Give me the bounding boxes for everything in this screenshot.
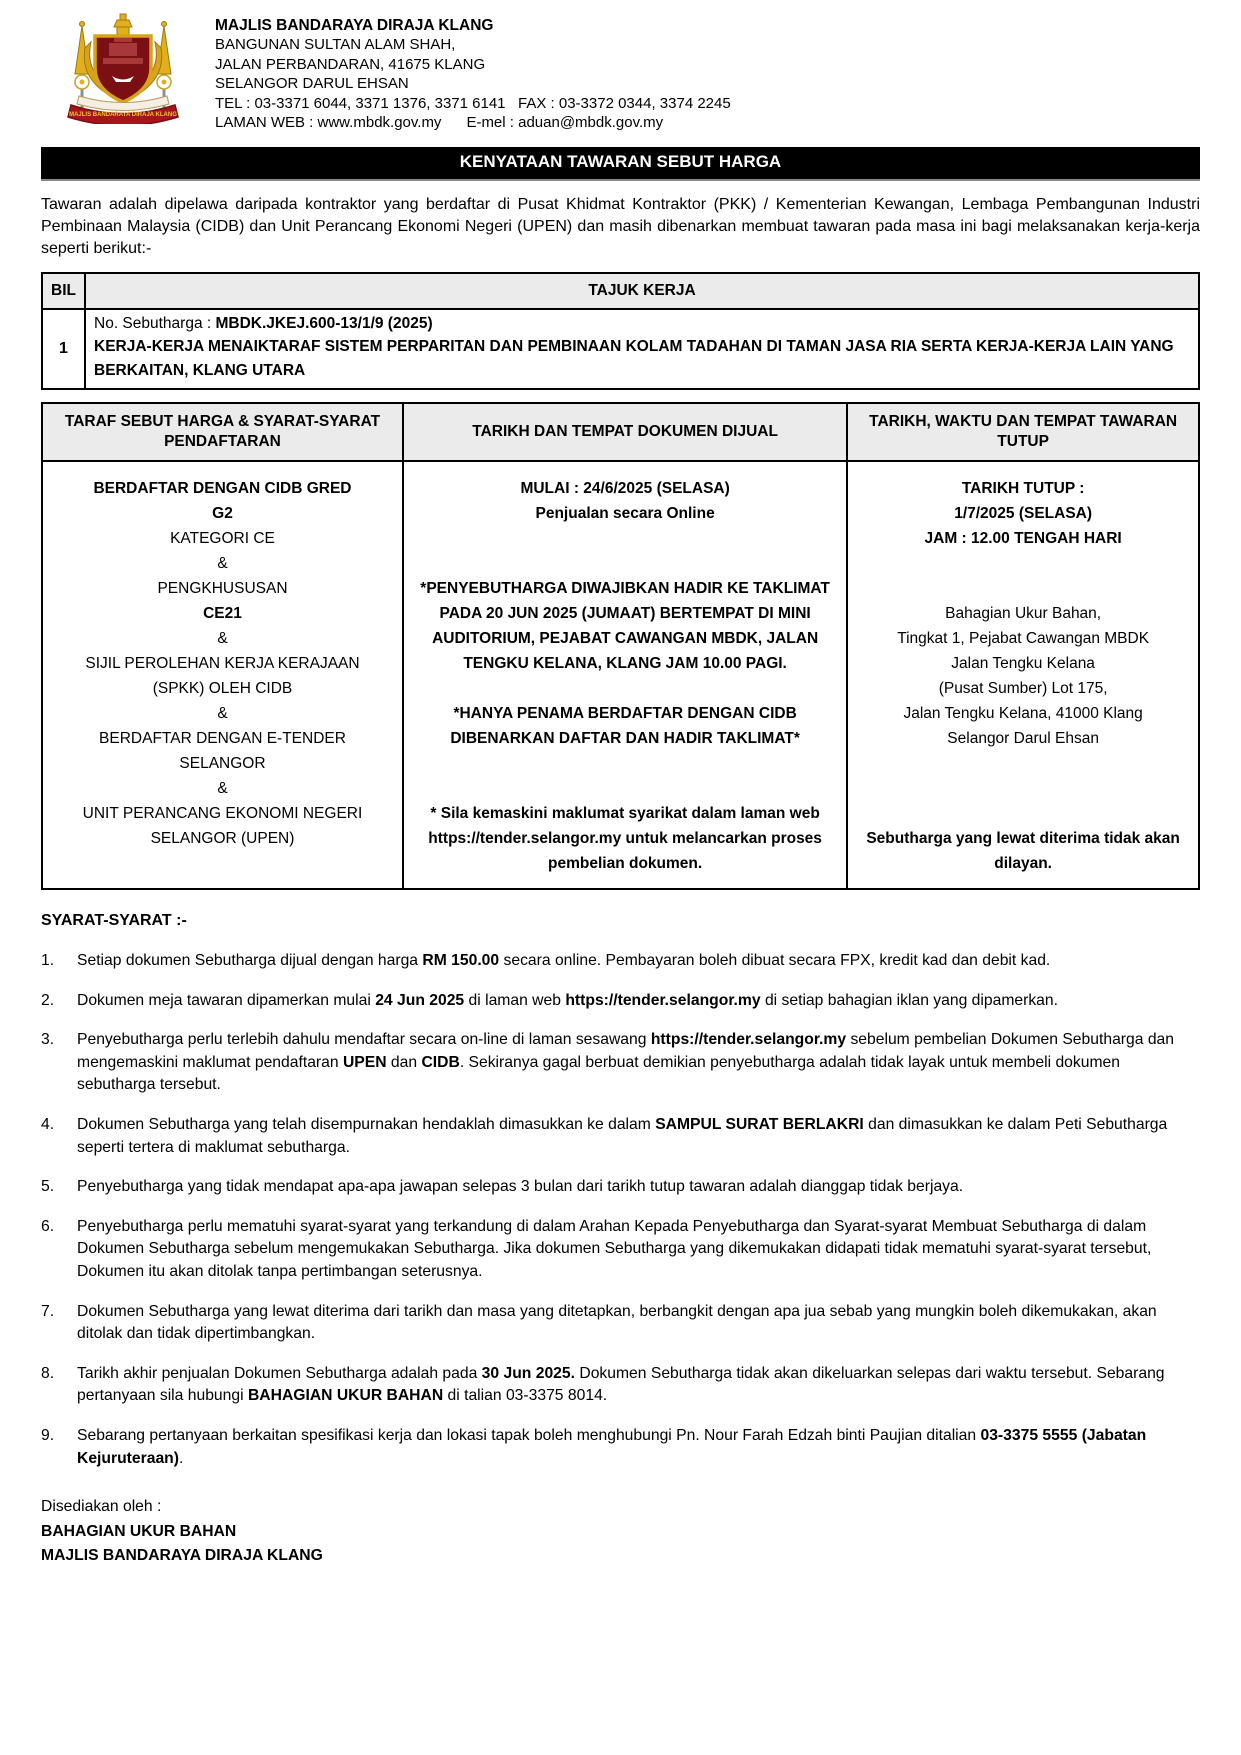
condition-number: 3. xyxy=(41,1031,55,1049)
prepared-by-organisation: MAJLIS BANDARAYA DIRAJA KLANG xyxy=(41,1547,323,1565)
condition-item xyxy=(41,1216,1200,1284)
mbdk-crest-logo xyxy=(57,12,189,124)
condition-item xyxy=(41,1301,1200,1346)
job-table-row xyxy=(42,309,1199,390)
prepared-by-department: BAHAGIAN UKUR BAHAN xyxy=(41,1522,237,1540)
info-header-tawaran-tutup: TARIKH, WAKTU DAN TEMPAT TAWARAN TUTUP xyxy=(847,403,1199,461)
condition-item xyxy=(41,1029,1200,1097)
condition-number: 9. xyxy=(41,1426,55,1444)
condition-text: Tarikh akhir penjualan Dokumen Sebutharga adalah pada 30 Jun 2025. Dokumen Sebutharga tidak akan dikeluarkan selepas dari waktu tersebut. Sebarang pertanyaan sila hubungi BAHAGIAN UKUR BAHAN di talian 03-3375 8014. xyxy=(77,1364,1165,1405)
condition-item xyxy=(41,1114,1200,1159)
condition-number: 5. xyxy=(41,1178,55,1196)
condition-item xyxy=(41,950,1200,973)
job-table-header-bil: BIL xyxy=(42,273,85,309)
condition-number: 7. xyxy=(41,1302,55,1320)
conditions-list xyxy=(41,950,1200,1470)
condition-text: Dokumen meja tawaran dipamerkan mulai 24 Jun 2025 di laman web https://tender.selangor.my di setiap bahagian iklan yang dipamerkan. xyxy=(77,991,1058,1009)
masthead-address-block xyxy=(215,12,731,132)
job-row-number: 1 xyxy=(42,309,85,390)
document-sale-cell: MULAI : 24/6/2025 (SELASA) Penjualan secara Online *PENYEBUTHARGA DIWAJIBKAN HADIR KE TAKLIMAT PADA 20 JUN 2025 (JUMAAT) BERTEMPAT DI MINI AUDITORIUM, PEJABAT CAWANGAN MBDK, JALAN TENGKU KELANA, KLANG JAM 10.00 PAGI. *HANYA PENAMA BERDAFTAR DENGAN CIDB DIBENARKAN DAFTAR DAN HADIR TAKLIMAT* * Sila kemaskini maklumat syarikat dalam laman web https://tender.selangor.my untuk melancarkan proses pembelian dokumen. xyxy=(403,461,847,889)
condition-number: 1. xyxy=(41,952,55,970)
condition-number: 8. xyxy=(41,1364,55,1382)
prepared-by-label: Disediakan oleh : xyxy=(41,1498,162,1516)
condition-text: Dokumen Sebutharga yang telah disempurnakan hendaklah dimasukkan ke dalam SAMPUL SURAT BERLAKRI dan dimasukkan ke dalam Peti Sebutharga seperti tertera di maklumat sebutharga. xyxy=(77,1116,1168,1156)
conditions-heading: SYARAT-SYARAT :- xyxy=(41,912,187,930)
crest-banner-text: MAJLIS BANDARAYA DIRAJA KLANG xyxy=(69,112,177,118)
condition-text: Setiap dokumen Sebutharga dijual dengan harga RM 150.00 secara online. Pembayaran boleh dibuat secara FPX, kredit kad dan debit kad. xyxy=(77,952,1051,970)
prepared-by-block xyxy=(41,1495,1200,1569)
org-name: MAJLIS BANDARAYA DIRAJA KLANG xyxy=(215,17,494,34)
condition-text: Penyebutharga yang tidak mendapat apa-apa jawapan selepas 3 bulan dari tarikh tutup tawaran adalah dianggap tidak berjaya. xyxy=(77,1178,964,1196)
intro-paragraph: Tawaran adalah dipelawa daripada kontraktor yang berdaftar di Pusat Khidmat Kontraktor (PKK) / Kementerian Kewangan, Lembaga Pembangunan Industri Pembinaan Malaysia (CIDB) dan Unit Perancang Ekonomi Negeri (UPEN) dan masih dibenarkan membuat tawaran pada masa ini bagi melaksanakan kerja-kerja seperti berikut:- xyxy=(41,196,1200,257)
address-line-3: SELANGOR DARUL EHSAN xyxy=(215,75,409,93)
condition-text: Penyebutharga perlu terlebih dahulu mendaftar secara on-line di laman sesawang https://tender.selangor.my sebelum pembelian Dokumen Sebutharga dan mengemaskini maklumat pendaftaran UPEN dan CIDB. Sekiranya gagal berbuat demikian penyebutharga adalah tidak layak untuk membeli dokumen sebutharga tersebut. xyxy=(77,1031,1174,1094)
registration-requirements-cell: BERDAFTAR DENGAN CIDB GRED G2 KATEGORI CE & PENGKHUSUSAN CE21 & SIJIL PEROLEHAN KERJA KERAJAAN (SPKK) OLEH CIDB & BERDAFTAR DENGAN E-TENDER SELANGOR & UNIT PERANCANG EKONOMI NEGERI SELANGOR (UPEN) xyxy=(42,461,403,889)
info-table-header-row xyxy=(42,403,1199,461)
job-title: KERJA-KERJA MENAIKTARAF SISTEM PERPARITAN DAN PEMBINAAN KOLAM TADAHAN DI TAMAN JASA RIA SERTA KERJA-KERJA LAIN YANG BERKAITAN, KLANG UTARA xyxy=(94,338,1174,379)
masthead xyxy=(41,12,1200,132)
info-table xyxy=(41,402,1200,890)
quotation-ref: No. Sebutharga : MBDK.JKEJ.600-13/1/9 (2025) xyxy=(94,314,433,332)
condition-text: Dokumen Sebutharga yang lewat diterima dari tarikh dan masa yang ditetapkan, berbangkit dengan apa jua sebab yang mungkin boleh dikemukakan, akan ditolak dan tidak dipertimbangkan. xyxy=(77,1302,1157,1343)
info-header-taraf: TARAF SEBUT HARGA & SYARAT-SYARAT PENDAFTARAN xyxy=(42,403,403,461)
job-table-header-row xyxy=(42,273,1199,309)
info-header-tarikh-jual: TARIKH DAN TEMPAT DOKUMEN DIJUAL xyxy=(403,403,847,461)
condition-item xyxy=(41,1176,1200,1199)
job-table-header-tajuk: TAJUK KERJA xyxy=(85,273,1199,309)
condition-text: Penyebutharga perlu mematuhi syarat-syarat yang terkandung di dalam Arahan Kepada Penyebutharga dan Syarat-syarat Membuat Sebutharga di dalam Dokumen Sebutharga sebelum mengemukakan Sebutharga. Jika dokumen Sebutharga yang dikemukakan didapati tidak mematuhi syarat-syarat tersebut, Dokumen itu akan ditolak tanpa pertimbangan seterusnya. xyxy=(77,1217,1152,1280)
address-line-2: JALAN PERBANDARAN, 41675 KLANG xyxy=(215,55,486,73)
closing-details-cell: TARIKH TUTUP : 1/7/2025 (SELASA) JAM : 12.00 TENGAH HARI Bahagian Ukur Bahan, Tingkat 1, Pejabat Cawangan MBDK Jalan Tengku Kelana (Pusat Sumber) Lot 175, Jalan Tengku Kelana, 41000 Klang Selangor Darul Ehsan Sebutharga yang lewat diterima tidak akan dilayan. xyxy=(847,461,1199,889)
address-line-1: BANGUNAN SULTAN ALAM SHAH, xyxy=(215,36,456,54)
condition-item xyxy=(41,1363,1200,1408)
job-row-details xyxy=(85,309,1199,390)
contact-line: TEL : 03-3371 6044, 3371 1376, 3371 6141 FAX : 03-3372 0344, 3374 2245 xyxy=(215,94,731,112)
crest-icon xyxy=(57,12,189,124)
quotation-ref-number: MBDK.JKEJ.600-13/1/9 (2025) xyxy=(215,314,433,332)
job-table xyxy=(41,272,1200,391)
info-table-body-row xyxy=(42,461,1199,889)
document-title-bar: KENYATAAN TAWARAN SEBUT HARGA xyxy=(41,147,1200,181)
condition-number: 2. xyxy=(41,991,55,1009)
condition-number: 4. xyxy=(41,1116,55,1134)
condition-text: Sebarang pertanyaan berkaitan spesifikasi kerja dan lokasi tapak boleh menghubungi Pn. Nour Farah Edzah binti Paujian ditalian 03-3375 5555 (Jabatan Kejuruteraan). xyxy=(77,1426,1147,1467)
condition-item xyxy=(41,1425,1200,1470)
web-email-line: LAMAN WEB : www.mbdk.gov.my E-mel : aduan@mbdk.gov.my xyxy=(215,114,664,132)
condition-number: 6. xyxy=(41,1217,55,1235)
condition-item xyxy=(41,990,1200,1013)
